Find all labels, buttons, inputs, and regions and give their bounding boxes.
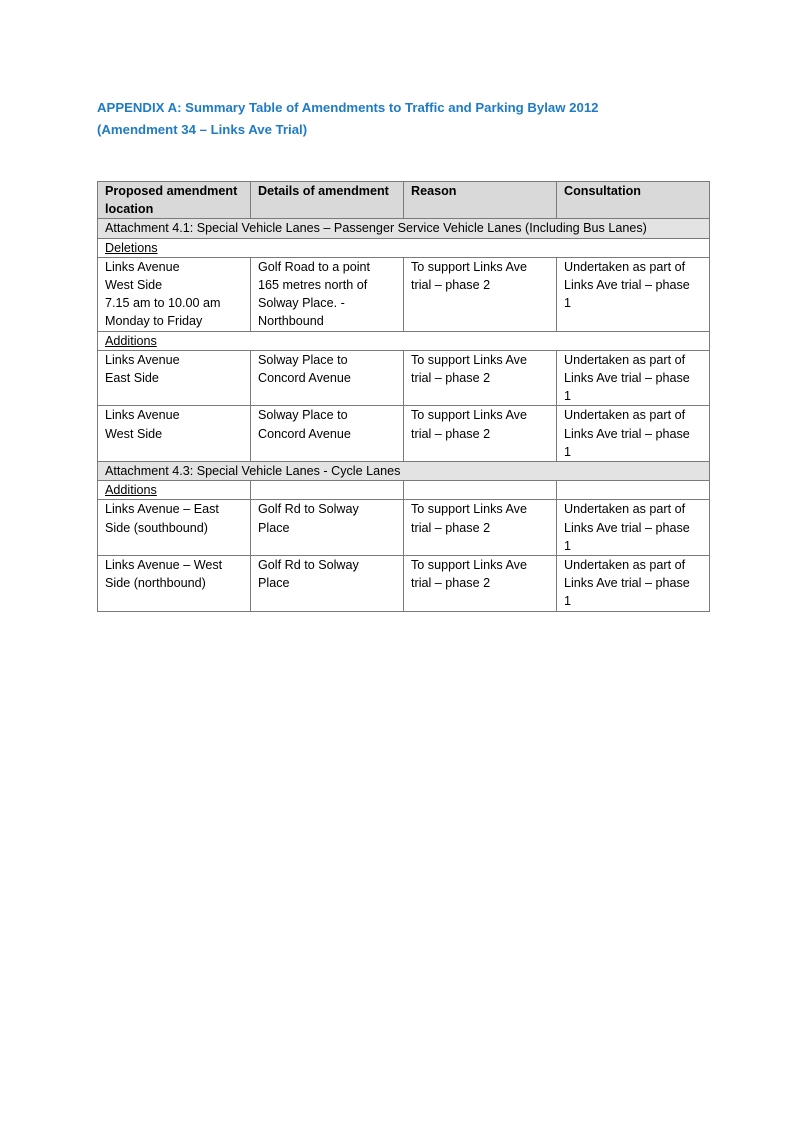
reason-line: trial – phase 2 — [411, 278, 491, 293]
cell-reason — [404, 257, 557, 331]
section-row — [98, 219, 710, 238]
cell-details — [251, 406, 404, 462]
details-line: Concord Avenue — [258, 371, 351, 386]
consultation-line: Links Ave trial – phase — [564, 426, 690, 441]
empty-cell — [404, 481, 557, 500]
details-line: Golf Rd to Solway — [258, 558, 359, 573]
details-line: Solway Place to — [258, 352, 348, 367]
details-line: Solway Place to — [258, 408, 348, 423]
table-row — [98, 556, 710, 612]
subheading-spacer — [251, 331, 710, 350]
consultation-line: Undertaken as part of — [564, 259, 686, 274]
table-row — [98, 406, 710, 462]
consultation-line: Undertaken as part of — [564, 502, 686, 517]
details-line: Golf Rd to Solway — [258, 502, 359, 517]
cell-details — [251, 257, 404, 331]
details-line: 165 metres north of — [258, 278, 368, 293]
location-line: Links Avenue — [105, 408, 180, 423]
location-line: Links Avenue – East — [105, 502, 219, 517]
reason-line: trial – phase 2 — [411, 426, 491, 441]
table-row — [98, 257, 710, 331]
consultation-line: Undertaken as part of — [564, 408, 686, 423]
location-line: West Side — [105, 278, 163, 293]
location-line: Links Avenue – West — [105, 558, 223, 573]
consultation-line: Links Ave trial – phase — [564, 520, 690, 535]
cell-reason — [404, 500, 557, 556]
consultation-line: Undertaken as part of — [564, 352, 686, 367]
additions-label: Additions — [98, 481, 251, 500]
reason-line: To support Links Ave — [411, 502, 527, 517]
table-row — [98, 500, 710, 556]
location-line: Monday to Friday — [105, 314, 203, 329]
location-line: Links Avenue — [105, 352, 180, 367]
cell-consultation — [557, 556, 710, 612]
subheading-row — [98, 331, 710, 350]
cell-reason — [404, 406, 557, 462]
cell-details — [251, 350, 404, 406]
details-line: Place — [258, 520, 290, 535]
cell-consultation — [557, 500, 710, 556]
reason-line: To support Links Ave — [411, 408, 527, 423]
title-line-2: (Amendment 34 – Links Ave Trial) — [97, 122, 308, 137]
location-line: Links Avenue — [105, 259, 180, 274]
details-line: Golf Road to a point — [258, 259, 371, 274]
consultation-line: Links Ave trial – phase — [564, 371, 690, 386]
consultation-line: Links Ave trial – phase — [564, 576, 690, 591]
details-line: Place — [258, 576, 290, 591]
consultation-line: 1 — [564, 444, 572, 459]
amendments-table — [97, 181, 710, 612]
cell-location — [98, 500, 251, 556]
consultation-line: Links Ave trial – phase — [564, 278, 690, 293]
header-location: Proposed amendment location — [98, 182, 251, 219]
title-line-1: APPENDIX A: Summary Table of Amendments to Traffic and Parking Bylaw 2012 — [97, 100, 599, 115]
reason-line: To support Links Ave — [411, 558, 527, 573]
cell-reason — [404, 350, 557, 406]
reason-line: To support Links Ave — [411, 259, 527, 274]
cell-consultation — [557, 406, 710, 462]
consultation-line: Undertaken as part of — [564, 558, 686, 573]
section-title: Attachment 4.3: Special Vehicle Lanes - Cycle Lanes — [98, 462, 710, 481]
consultation-line: 1 — [564, 296, 572, 311]
consultation-line: 1 — [564, 538, 572, 553]
subheading-spacer — [251, 238, 710, 257]
subheading-row — [98, 481, 710, 500]
section-title: Attachment 4.1: Special Vehicle Lanes – Passenger Service Vehicle Lanes (Including Bus Lanes) — [98, 219, 710, 238]
details-line: Northbound — [258, 314, 324, 329]
table-header-row — [98, 182, 710, 219]
header-reason: Reason — [404, 182, 557, 219]
reason-line: trial – phase 2 — [411, 520, 491, 535]
subheading-row — [98, 238, 710, 257]
header-details: Details of amendment — [251, 182, 404, 219]
location-line: West Side — [105, 426, 163, 441]
additions-label: Additions — [98, 331, 251, 350]
cell-details — [251, 556, 404, 612]
header-consultation: Consultation — [557, 182, 710, 219]
location-line: 7.15 am to 10.00 am — [105, 296, 221, 311]
reason-line: trial – phase 2 — [411, 371, 491, 386]
cell-details — [251, 500, 404, 556]
page-title — [97, 97, 737, 141]
section-row — [98, 462, 710, 481]
reason-line: To support Links Ave — [411, 352, 527, 367]
reason-line: trial – phase 2 — [411, 576, 491, 591]
cell-location — [98, 350, 251, 406]
cell-consultation — [557, 350, 710, 406]
empty-cell — [557, 481, 710, 500]
details-line: Solway Place. - — [258, 296, 345, 311]
cell-location — [98, 406, 251, 462]
location-line: East Side — [105, 371, 159, 386]
location-line: Side (northbound) — [105, 576, 206, 591]
cell-consultation — [557, 257, 710, 331]
cell-reason — [404, 556, 557, 612]
location-line: Side (southbound) — [105, 520, 208, 535]
consultation-line: 1 — [564, 389, 572, 404]
cell-location — [98, 257, 251, 331]
cell-location — [98, 556, 251, 612]
empty-cell — [251, 481, 404, 500]
table-row — [98, 350, 710, 406]
consultation-line: 1 — [564, 594, 572, 609]
details-line: Concord Avenue — [258, 426, 351, 441]
deletions-label: Deletions — [98, 238, 251, 257]
